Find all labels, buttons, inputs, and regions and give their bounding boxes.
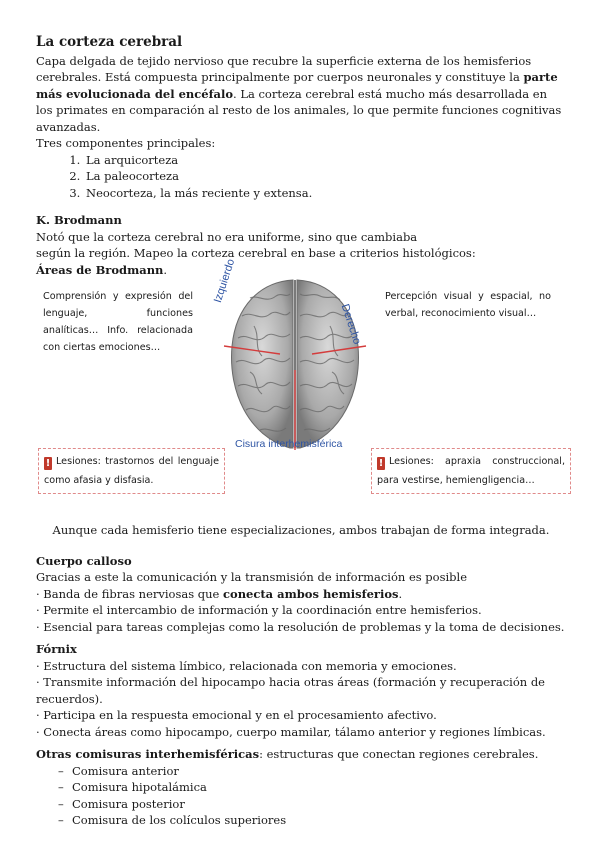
- dash-mark: –: [58, 763, 64, 778]
- page-title: La corteza cerebral: [36, 34, 183, 50]
- list-item: · Conecta áreas como hipocampo, cuerpo mamilar, tálamo anterior y regiones límbicas.: [36, 724, 546, 739]
- list-item: · Estructura del sistema límbico, relacionada con memoria y emociones.: [36, 658, 457, 673]
- label-derecho: Derecho: [338, 302, 363, 346]
- commissure-label: Comisura hipotalámica: [72, 780, 207, 794]
- commissures-heading: Otras comisuras interhemisféricas: [36, 747, 260, 761]
- label-izquierdo: Izquierdo: [211, 257, 238, 305]
- callosum-b1-a: · Banda de fibras nerviosas que: [36, 586, 224, 601]
- list-item: 1. La arquicorteza: [84, 152, 566, 169]
- lesion-right-text: Lesiones: apraxia construccional, para vestirse, hemiengligencia…: [377, 456, 565, 486]
- list-item: · Permite el intercambio de información y la coordinación entre hemisferios.: [36, 603, 482, 617]
- warning-icon: !: [45, 458, 51, 469]
- list-item: 3. Neocorteza, la más reciente y extensa.: [84, 185, 566, 202]
- list-item: · Transmite información del hipocampo hacia otras áreas (formación y recuperación de recuerdos).: [36, 675, 545, 706]
- dash-mark: –: [58, 813, 64, 827]
- lesion-box-left: [38, 448, 225, 494]
- document-page: [36, 34, 566, 829]
- dash-mark: –: [58, 780, 64, 794]
- commissures-line: [36, 746, 566, 763]
- commissure-label: Comisura de los colículos superiores: [72, 813, 287, 827]
- right-hemisphere-note: Percepción visual y espacial, no verbal, reconocimiento visual…: [385, 291, 551, 319]
- callosum-b1-b: .: [398, 586, 403, 601]
- intro-text-b: . La corteza cerebral está mucho más desarrollada en los primates en comparación al resto de los animales, lo que permite funciones cognitivas avanzadas.: [36, 86, 562, 134]
- brodmann-heading: K. Brodmann: [36, 213, 122, 227]
- integrated-note: Aunque cada hemisferio tiene especializaciones, ambos trabajan de forma integrada.: [52, 523, 550, 537]
- commissures-list: [36, 763, 566, 829]
- lesion-left-text: Lesiones: trastornos del lenguaje como afasia y disfasia.: [44, 456, 219, 486]
- list-item: [58, 779, 566, 796]
- dash-mark: –: [58, 796, 64, 811]
- areas-suffix: .: [163, 262, 168, 277]
- intro-paragraph: [36, 53, 566, 136]
- list-item: [36, 586, 566, 603]
- left-hemisphere-note: Comprensión y expresión del lenguaje, funciones analíticas… Info. relacionada con ciertas emociones…: [43, 291, 193, 353]
- fornix-list: [36, 658, 566, 741]
- list-item: 2. La paleocorteza: [84, 168, 566, 185]
- components-list: [36, 152, 566, 202]
- commissure-label: Comisura anterior: [72, 763, 179, 778]
- list-item: · Esencial para tareas complejas como la resolución de problemas y la toma de decisiones.: [36, 619, 565, 634]
- callosum-list: [36, 586, 566, 636]
- commissures-tail: : estructuras que conectan regiones cerebrales.: [259, 747, 539, 761]
- callosum-intro: Gracias a este la comunicación y la transmisión de información es posible: [36, 570, 468, 584]
- list-item: · Participa en la respuesta emocional y en el procesamiento afectivo.: [36, 708, 437, 722]
- list-item: [58, 796, 566, 813]
- brodmann-line-1: Notó que la corteza cerebral no era uniforme, sino que cambiaba: [36, 229, 418, 244]
- lesion-box-right: [371, 448, 571, 494]
- intro-text-a: Capa delgada de tejido nervioso que recubre la superficie externa de los hemisferios cerebrales. Está compuesta principalmente por cuerpos neuronales y constituye la: [36, 53, 532, 84]
- callosum-b1-bold: conecta ambos hemisferios: [223, 586, 399, 601]
- brodmann-line-2: según la región. Mapeo la corteza cerebral en base a criterios histológicos:: [36, 246, 476, 260]
- label-cisura: Cisura interhemisférica: [235, 438, 343, 450]
- list-item: [58, 763, 566, 780]
- commissure-label: Comisura posterior: [72, 796, 185, 811]
- warning-icon: !: [378, 458, 384, 469]
- list-item: [58, 812, 566, 829]
- areas-heading: Áreas de Brodmann: [36, 262, 164, 277]
- callosum-heading: Cuerpo calloso: [36, 553, 132, 568]
- intro-bold: parte más evolucionada del encéfalo: [36, 70, 558, 101]
- fornix-heading: Fórnix: [36, 642, 77, 656]
- components-intro: Tres componentes principales:: [36, 136, 216, 150]
